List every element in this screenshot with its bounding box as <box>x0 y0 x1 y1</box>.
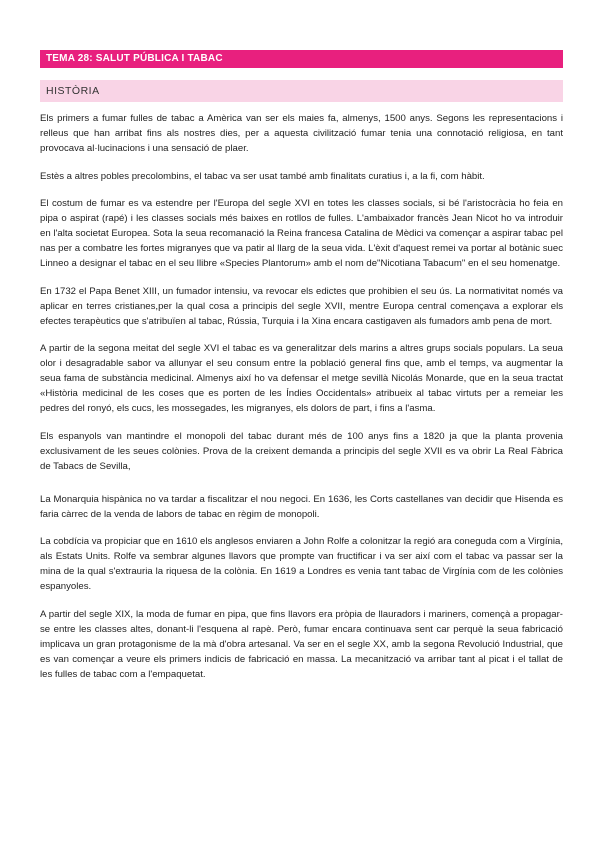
document-page <box>40 50 563 694</box>
paragraph-maya: Els primers a fumar fulles de tabac a Amèrica van ser els maies fa, almenys, 1500 anys. Segons les representacions i relleus que han arribat fins als nostres dies, per a aquesta civilització fumar tenia una connotació religiosa, en tant provocava al·lucinacions i una sensació de plaer. <box>40 113 563 154</box>
paragraph-europe: El costum de fumar es va estendre per l'Europa del segle XVI en totes les classes socials, si bé l'aristocràcia ho feia en pipa o aspirat (rapé) i les classes socials més baixes en rotllos de fulles. L'ambaixador francès Jean Nicot ho va introduir en l'alta societat Europea. Sota la seua recomanació la Reina francesa Catalina de Mèdici va començar a aspirar tabac pel nas per a combatre les fortes migranyes que va patir al llarg de la seua vida. L'èxit d'aquest remei va portar al botànic suec Linneo a designar el tabac en el seu llibre «Species Plantorum» amb el nom de"Nicotiana Tabacum" en el seu homenatge. <box>40 198 563 269</box>
paragraph-nineteenth-century: A partir del segle XIX, la moda de fumar en pipa, que fins llavors era pròpia de llauradors i mariners, començà a propagar-se entre les classes altes, donant-li l'esquena al rapè. Però, fumar encara continuava sent car perquè la seua fabricació implicava un gran protagonisme de la mà d'obra artesanal. Va ser en el segle XX, amb la segona Revolució Industrial, que es van començar a veure els primers indicis de fabricació en massa. La mecanització va arribar tant al picat i el tallat de les fulles de tabac com a l'empaquetat. <box>40 608 563 680</box>
topic-banner: TEMA 28: SALUT PÚBLICA I TABAC <box>40 50 563 68</box>
paragraph-spread: A partir de la segona meitat del segle XVI el tabac es va generalitzar dels marins a altres grups socials populars. La seua olor i desagradable sabor va allunyar el seu consum entre la població general fins que, amb el temps, va augmentar la seua fama de substància medicinal. Almenys així ho va defensar el metge sevillà Nicolás Monarde, que en la seua tractat «Història medicinal de les coses que es porten de les Índies Occidentals» atribueix al tabac virtuts per a remeiar les pedres del ronyó, els cucs, les mossegades, les migranyes, els dolors de part, i fins a l'asma. <box>40 343 563 414</box>
section-heading: HISTÒRIA <box>40 80 563 102</box>
body-text <box>40 111 563 682</box>
paragraph-pope: En 1732 el Papa Benet XIII, un fumador intensiu, va revocar els edictes que prohibien el seu ús. La normativitat només va aplicar en terres cristianes,per la qual cosa a principis del segle XVII, mentre Europa central començava a explorar els efectes terapèutics que s'atribuïen al tabac, Rússia, Turquia i la Xina encara castigaven als fumadors amb pena de mort. <box>40 285 563 327</box>
paragraph-precolombian: Estès a altres pobles precolombins, el tabac va ser usat també amb finalitats curatius i, a la fi, com hàbit. <box>40 170 485 182</box>
paragraph-monarchy: La Monarquia hispànica no va tardar a fiscalitzar el nou negoci. En 1636, les Corts castellanes van decidir que Hisenda es faria càrrec de la venda de labors de tabac en règim de monopoli. <box>40 493 563 520</box>
paragraph-virginia: La cobdícia va propiciar que en 1610 els anglesos enviaren a John Rolfe a colonitzar la regió ara coneguda com a Virgínia, als Estats Units. Rolfe va sembrar algunes llavors que prompte van fructificar i va ser així com el tabac va passar ser la mina de la qual s'extrauria la riquesa de la colònia. En 1619 a Londres es venia tant tabac de Virgínia com de les colònies espanyoles. <box>40 536 564 592</box>
paragraph-monopoly: Els espanyols van mantindre el monopoli del tabac durant més de 100 anys fins a 1820 ja que la planta provenia exclusivament de les seues colònies. Prova de la creixent demanda a principis del segle XVII es va obrir La Real Fàbrica de Tabacs de Sevilla, <box>40 430 563 472</box>
